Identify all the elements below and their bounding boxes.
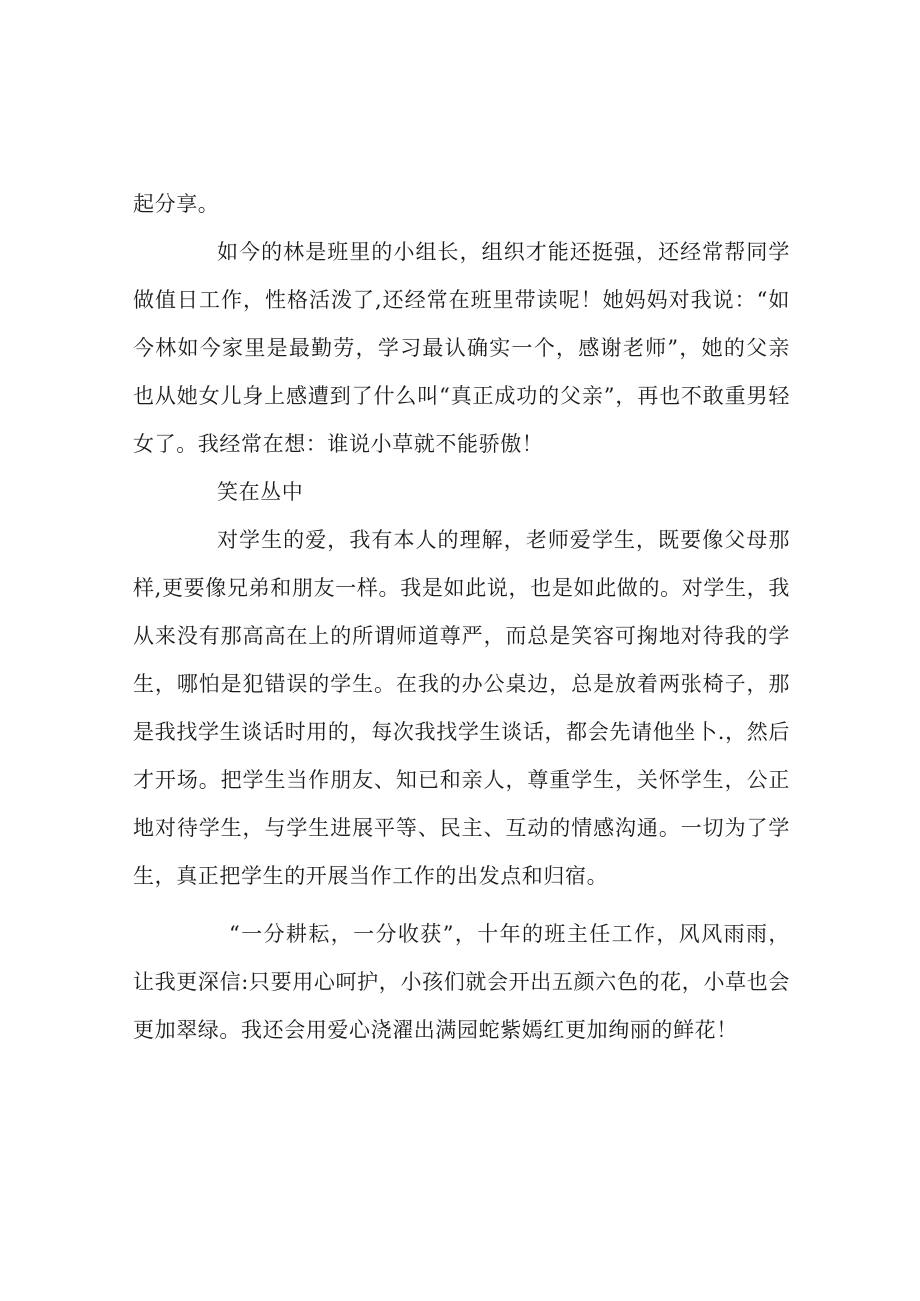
paragraph-conclusion: “一分耕耘，一分收获”，十年的班主任工作，风风雨雨，让我更深信:只要用心呵护，小孩们就会开出五颜六色的花，小草也会更加翠绿。我还会用爱心浇濯出满园蛇紫嫣红更加绚丽的鲜花！	[133, 922, 790, 1042]
section-heading: 笑在丛中	[217, 480, 304, 504]
document-body	[133, 180, 790, 1054]
paragraph-lin-group-leader: 如今的林是班里的小组长，组织才能还挺强，还经常帮同学做值日工作，性格活泼了,还经常在班里带读呢！她妈妈对我说：“如今林如今家里是最勤劳，学习最认确实一个，感谢老师”，她的父亲也从她女儿身上感遭到了什么叫“真正成功的父亲”，再也不敢重男轻女了。我经常在想：谁说小草就不能骄傲！	[133, 240, 790, 456]
paragraph-continuation: 起分享。	[133, 192, 220, 216]
paragraph-love-for-students: 对学生的爱，我有本人的理解，老师爱学生，既要像父母那样,更要像兄弟和朋友一样。我是如此说，也是如此做的。对学生，我从来没有那高高在上的所谓师道尊严，而总是笑容可掬地对待我的学生，哪怕是犯错误的学生。在我的办公桌边，总是放着两张椅子，那是我找学生谈话时用的，每次我找学生谈话，都会先请他坐卜.，然后才开场。把学生当作朋友、知已和亲人，尊重学生，关怀学生，公正地对待学生，与学生进展平等、民主、互动的情感沟通。一切为了学生，真正把学生的开展当作工作的出发点和归宿。	[133, 528, 790, 888]
